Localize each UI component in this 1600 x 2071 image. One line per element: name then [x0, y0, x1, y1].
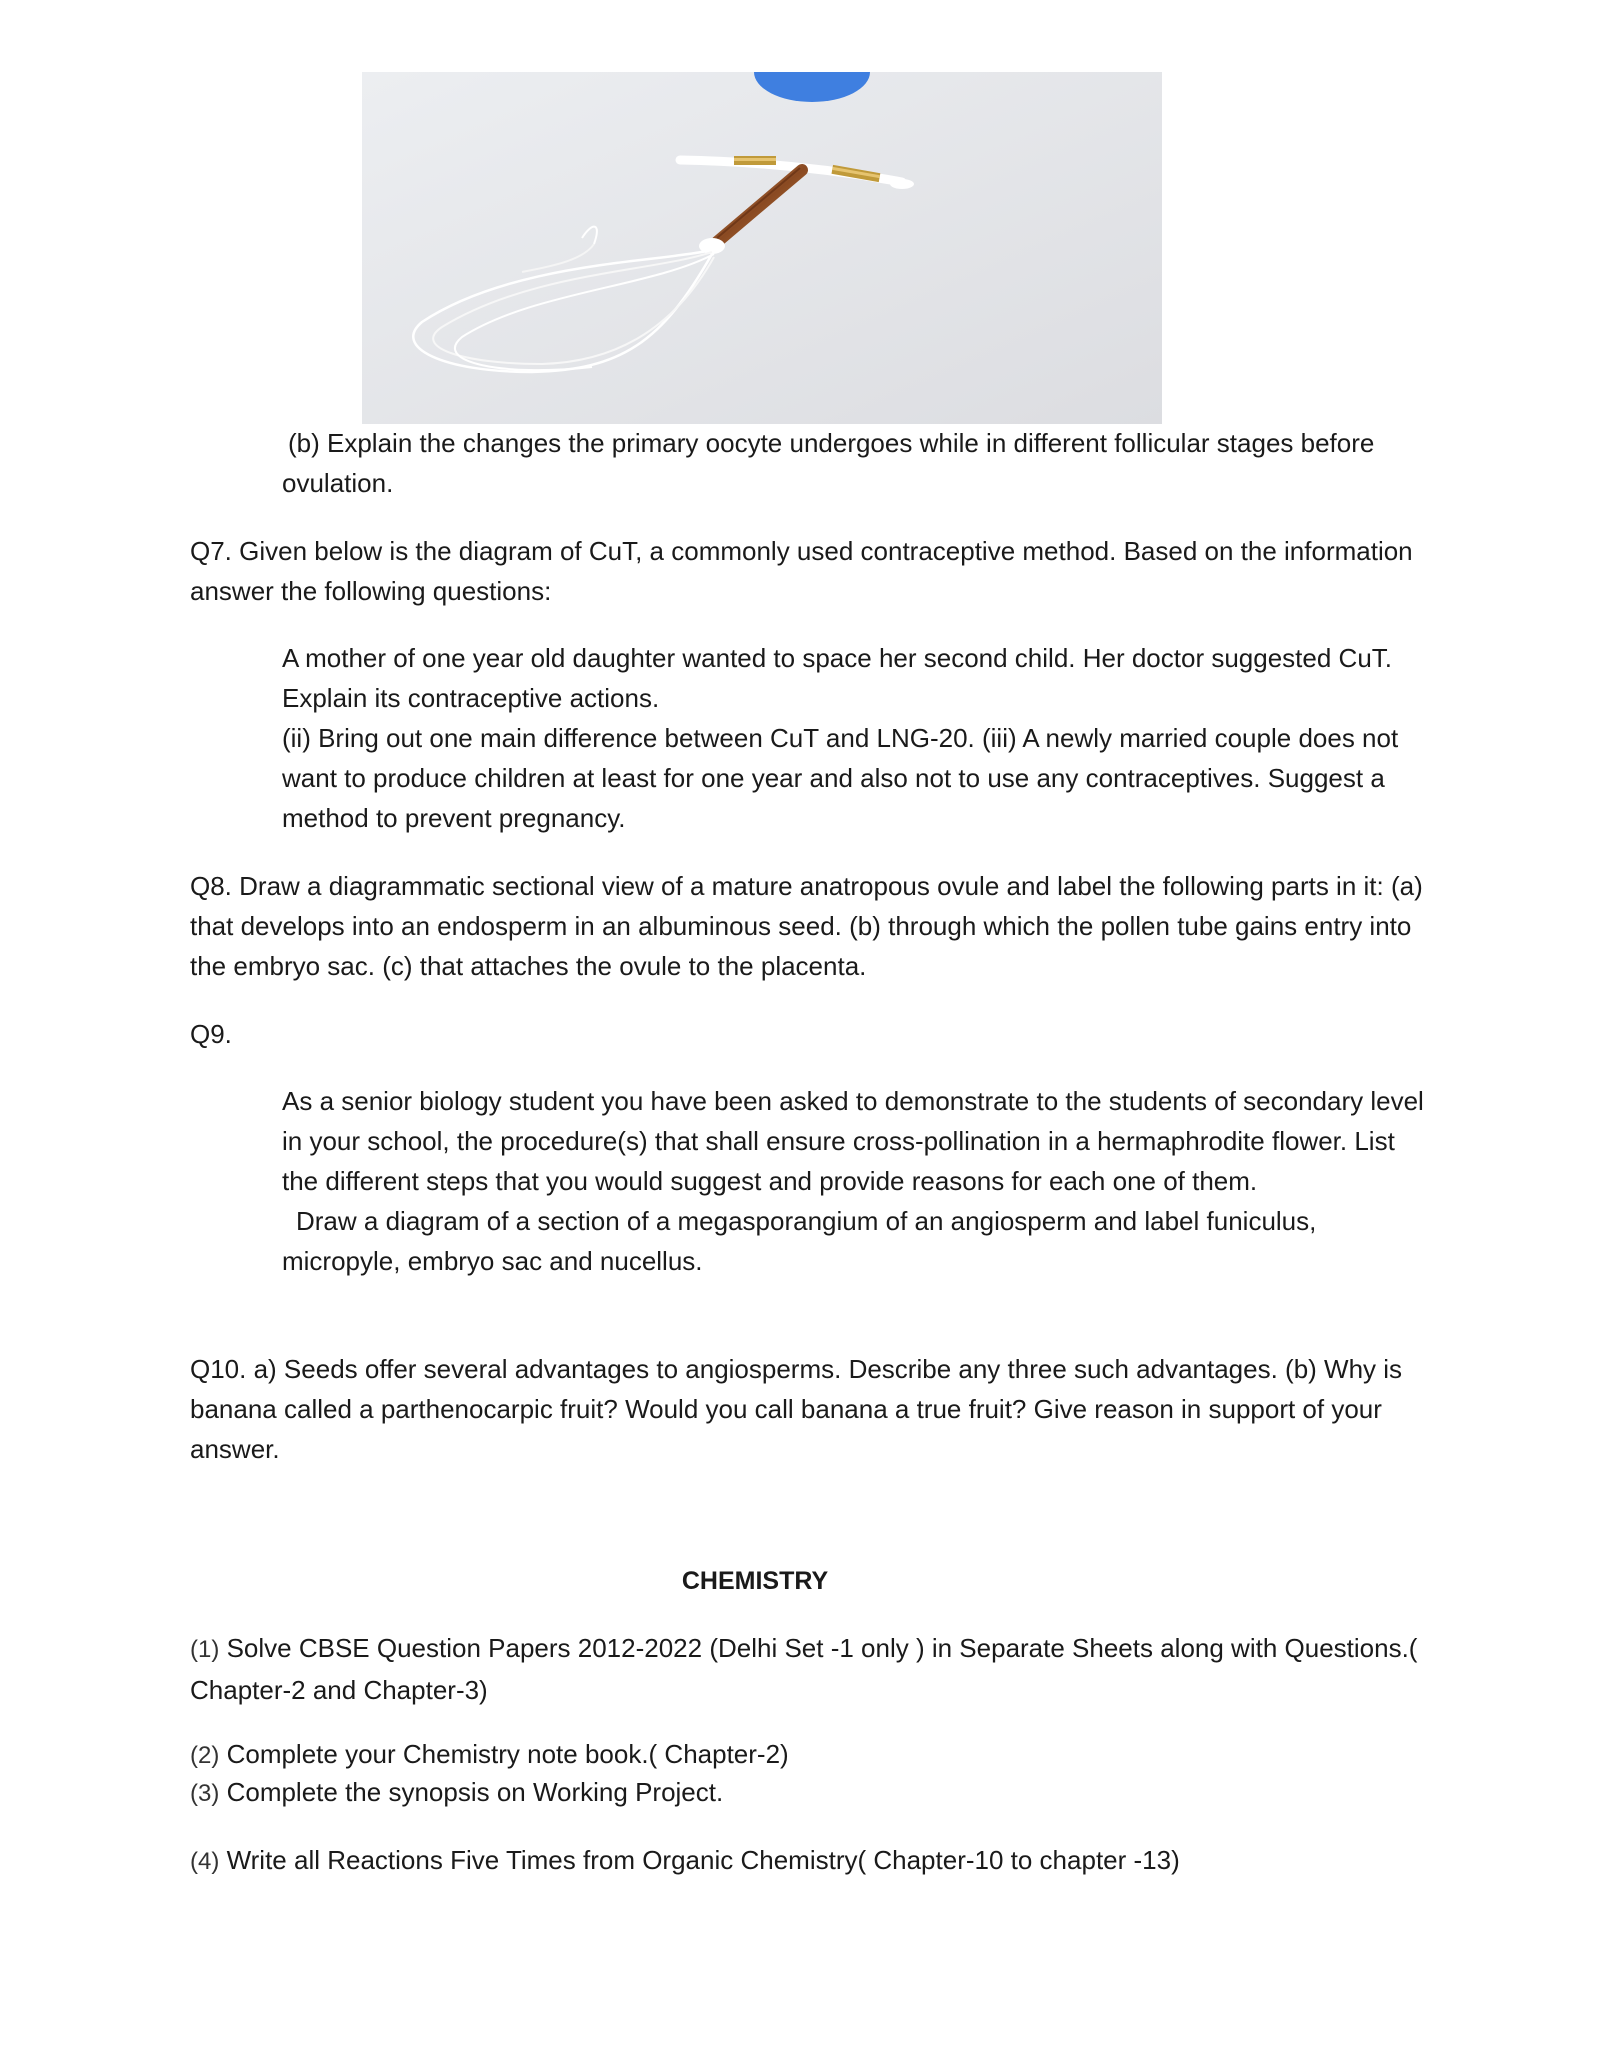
cut-iud-photo: [362, 72, 1162, 424]
question-6b: [282, 423, 1432, 503]
chemistry-item-number: (1): [190, 1636, 220, 1663]
question-7-intro: [190, 531, 1430, 611]
chemistry-item-2: [190, 1734, 1430, 1776]
question-8-text: Q8. Draw a diagrammatic sectional view of a mature anatropous ovule and label the following parts in it: (a) that develops into an endosperm in an albuminous seed. (b) through which the pollen tube gains entry into the embryo sac. (c) that attaches the ovule to the placenta.: [190, 871, 1423, 981]
question-9-part-1: As a senior biology student you have been asked to demonstrate to the students of secondary level in your school, the procedure(s) that shall ensure cross-pollination in a hermaphrodite flower. List the different steps that you would suggest and provide reasons for each one of them.: [282, 1086, 1424, 1196]
chemistry-item-text: Complete the synopsis on Working Project.: [226, 1777, 724, 1807]
question-10-text: Q10. a) Seeds offer several advantages to angiosperms. Describe any three such advantages. (b) Why is banana called a parthenocarpic fruit? Would you call banana a true fruit? Give reason in support of your answer.: [190, 1354, 1403, 1464]
chemistry-item-text: Write all Reactions Five Times from Organic Chemistry( Chapter-10 to chapter -13): [226, 1845, 1180, 1875]
chemistry-heading: CHEMISTRY: [681, 1567, 829, 1595]
question-7-parts: [282, 638, 1432, 838]
chemistry-item-text: Complete your Chemistry note book.( Chapter-2): [226, 1739, 789, 1769]
chemistry-item-number: (2): [190, 1742, 220, 1769]
question-7-part-ii-iii: (ii) Bring out one main difference between CuT and LNG-20. (iii) A newly married couple does not want to produce children at least for one year and also not to use any contraceptives. Suggest a method to prevent pregnancy.: [282, 723, 1399, 833]
question-7-part-i: A mother of one year old daughter wanted to space her second child. Her doctor suggested CuT. Explain its contraceptive actions.: [282, 643, 1393, 713]
question-9-label-text: Q9.: [190, 1019, 232, 1049]
chemistry-item-number: (3): [190, 1780, 220, 1807]
chemistry-item-3: [190, 1772, 1430, 1814]
question-7-intro-text: Q7. Given below is the diagram of CuT, a commonly used contraceptive method. Based on the information answer the following questions:: [190, 536, 1413, 606]
question-9-parts: [282, 1081, 1432, 1281]
question-8: [190, 866, 1430, 986]
question-6b-text: (b) Explain the changes the primary oocyte undergoes while in different follicular stages before ovulation.: [282, 428, 1375, 498]
chemistry-item-4: [190, 1840, 1430, 1882]
chemistry-item-text: Solve CBSE Question Papers 2012-2022 (Delhi Set -1 only ) in Separate Sheets along with Questions.( Chapter-2 and Chapter-3): [190, 1633, 1418, 1705]
question-10: [190, 1349, 1430, 1469]
question-9-label: [190, 1014, 1430, 1054]
question-9-part-2: Draw a diagram of a section of a megasporangium of an angiosperm and label funiculus, micropyle, embryo sac and nucellus.: [282, 1206, 1317, 1276]
chemistry-item-1: [190, 1628, 1430, 1710]
chemistry-item-number: (4): [190, 1848, 220, 1875]
